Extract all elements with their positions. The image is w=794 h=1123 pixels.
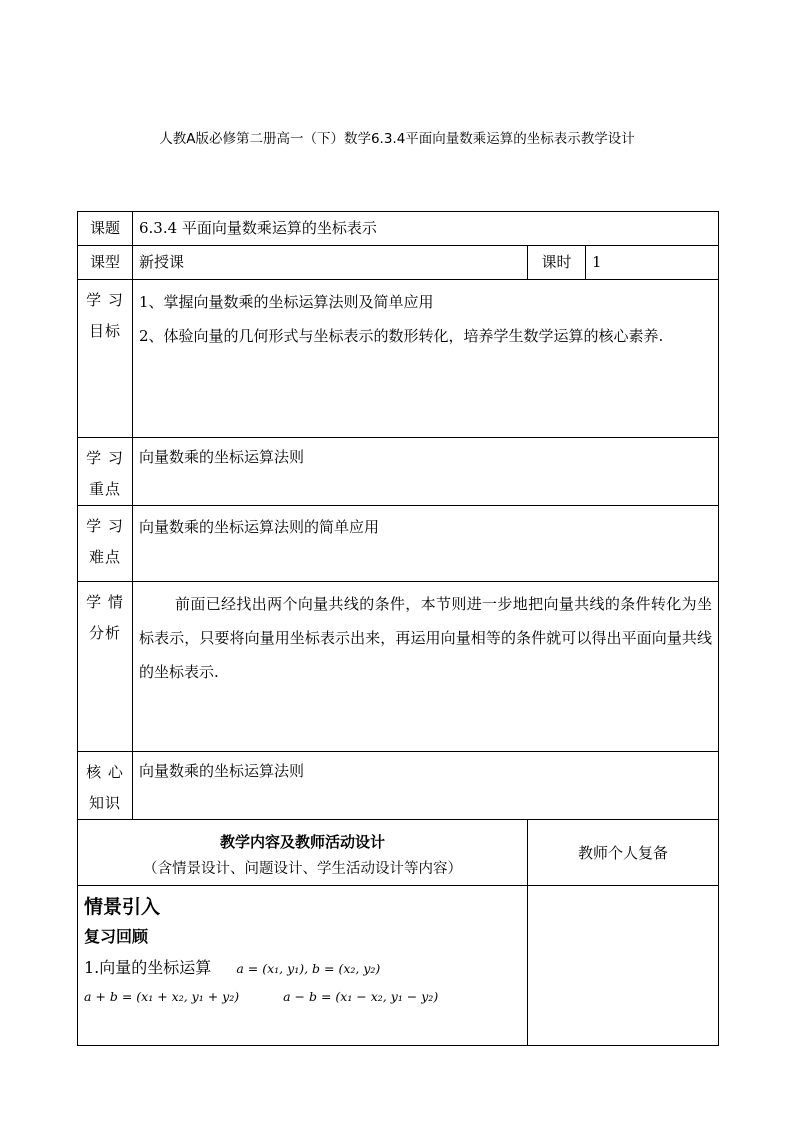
teacher-notes-cell — [528, 886, 719, 1046]
type-value: 新授课 — [133, 246, 528, 280]
goals-label-line2: 目标 — [88, 322, 121, 340]
row-design-content — [78, 886, 719, 1046]
review-item-1 — [84, 954, 521, 983]
difficulty-label-line1: 学 习 — [86, 517, 124, 535]
design-heading: 教学内容及教师活动设计 — [219, 833, 385, 851]
analysis-label — [78, 582, 133, 752]
key-label — [78, 438, 133, 506]
row-goals — [78, 280, 719, 438]
difficulty-value: 向量数乘的坐标运算法则的简单应用 — [133, 506, 719, 582]
goals-label — [78, 280, 133, 438]
design-heading-cell — [78, 820, 528, 886]
topic-value: 6.3.4 平面向量数乘运算的坐标表示 — [133, 212, 719, 246]
hours-value: 1 — [586, 246, 719, 280]
topic-label: 课题 — [78, 212, 133, 246]
core-value: 向量数乘的坐标运算法则 — [133, 752, 719, 820]
row-topic — [78, 212, 719, 246]
goal-item-2: 2、体验向量的几何形式与坐标表示的数形转化，培养学生数学运算的核心素养. — [139, 327, 664, 345]
row-design-header — [78, 820, 719, 886]
core-label-line1: 核 心 — [86, 763, 124, 781]
teacher-notes-header: 教师个人复备 — [528, 820, 719, 886]
analysis-label-line1: 学 情 — [86, 593, 124, 611]
row-core — [78, 752, 719, 820]
core-label-line2: 知识 — [88, 794, 121, 812]
design-subheading: （含情景设计、问题设计、学生活动设计等内容） — [143, 861, 462, 877]
goals-label-line1: 学 习 — [86, 291, 124, 309]
difficulty-label — [78, 506, 133, 582]
key-label-line2: 重点 — [88, 480, 121, 498]
key-label-line1: 学 习 — [86, 449, 124, 467]
difficulty-label-line2: 难点 — [88, 548, 121, 566]
key-value: 向量数乘的坐标运算法则 — [133, 438, 719, 506]
review-item-1-label: 1.向量的坐标运算 — [84, 958, 212, 977]
row-type — [78, 246, 719, 280]
type-label: 课型 — [78, 246, 133, 280]
lesson-plan-table — [77, 211, 719, 1046]
row-key — [78, 438, 719, 506]
hours-label: 课时 — [528, 246, 586, 280]
analysis-label-line2: 分析 — [88, 624, 121, 642]
row-difficulty — [78, 506, 719, 582]
design-content — [78, 886, 528, 1046]
analysis-value: 前面已经找出两个向量共线的条件，本节则进一步地把向量共线的条件转化为坐标表示，只要将向量用坐标表示出来，再运用向量相等的条件就可以得出平面向量共线的坐标表示. — [133, 582, 719, 752]
intro-heading: 情景引入 — [84, 896, 161, 918]
review-heading: 复习回顾 — [84, 927, 149, 946]
goals-value — [133, 280, 719, 438]
formula-diff: a − b = (x₁ − x₂, y₁ − y₂) — [283, 989, 439, 1004]
core-label — [78, 752, 133, 820]
formula-vectors: a = (x₁, y₁), b = (x₂, y₂) — [236, 961, 381, 976]
row-analysis — [78, 582, 719, 752]
formula-line — [84, 983, 521, 1011]
formula-sum: a + b = (x₁ + x₂, y₁ + y₂) — [84, 989, 240, 1004]
goal-item-1: 1、掌握向量数乘的坐标运算法则及简单应用 — [139, 293, 434, 311]
page-title: 人教A版必修第二册高一（下）数学6.3.4平面向量数乘运算的坐标表示教学设计 — [159, 131, 635, 147]
